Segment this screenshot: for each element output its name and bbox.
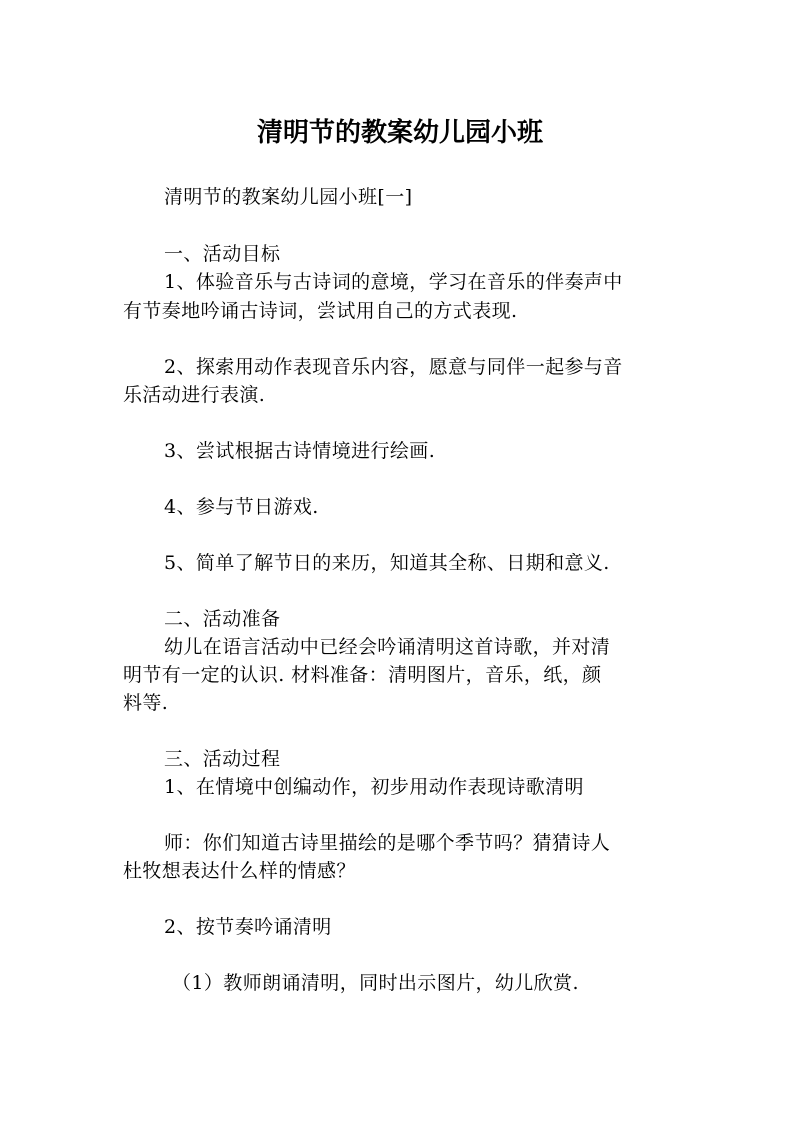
goal-5: 5、简单了解节日的来历，知道其全称、日期和意义. <box>164 552 610 574</box>
subtitle-line: 清明节的教案幼儿园小班[一] <box>164 186 413 208</box>
goal-2-line-2: 乐活动进行表演. <box>123 384 266 406</box>
goal-1-line-2: 有节奏地吟诵古诗词，尝试用自己的方式表现. <box>123 300 518 322</box>
preparation-line-1: 幼儿在语言活动中已经会吟诵清明这首诗歌，并对清 <box>164 636 611 658</box>
process-step-2-sub-1: （1）教师朗诵清明，同时出示图片，幼儿欣赏. <box>172 972 579 994</box>
preparation-line-3: 料等. <box>123 692 169 714</box>
teacher-question-line-1: 师：你们知道古诗里描绘的是哪个季节吗？猜猜诗人 <box>164 832 611 854</box>
preparation-line-2: 明节有一定的认识. 材料准备：清明图片，音乐，纸，颜 <box>123 664 602 686</box>
document-title: 清明节的教案幼儿园小班 <box>256 118 543 148</box>
teacher-question-line-2: 杜牧想表达什么样的情感？ <box>123 860 356 882</box>
section-heading-process: 三、活动过程 <box>164 748 281 770</box>
goal-2-line-1: 2、探索用动作表现音乐内容，愿意与同伴一起参与音 <box>164 356 623 378</box>
goal-1-line-1: 1、体验音乐与古诗词的意境，学习在音乐的伴奏声中 <box>164 271 623 293</box>
goal-4: 4、参与节日游戏. <box>164 496 319 518</box>
section-heading-goals: 一、活动目标 <box>164 243 281 265</box>
section-heading-preparation: 二、活动准备 <box>164 608 281 630</box>
process-step-2: 2、按节奏吟诵清明 <box>164 916 332 938</box>
goal-3: 3、尝试根据古诗情境进行绘画. <box>164 440 436 462</box>
process-step-1: 1、在情境中创编动作，初步用动作表现诗歌清明 <box>164 776 584 798</box>
